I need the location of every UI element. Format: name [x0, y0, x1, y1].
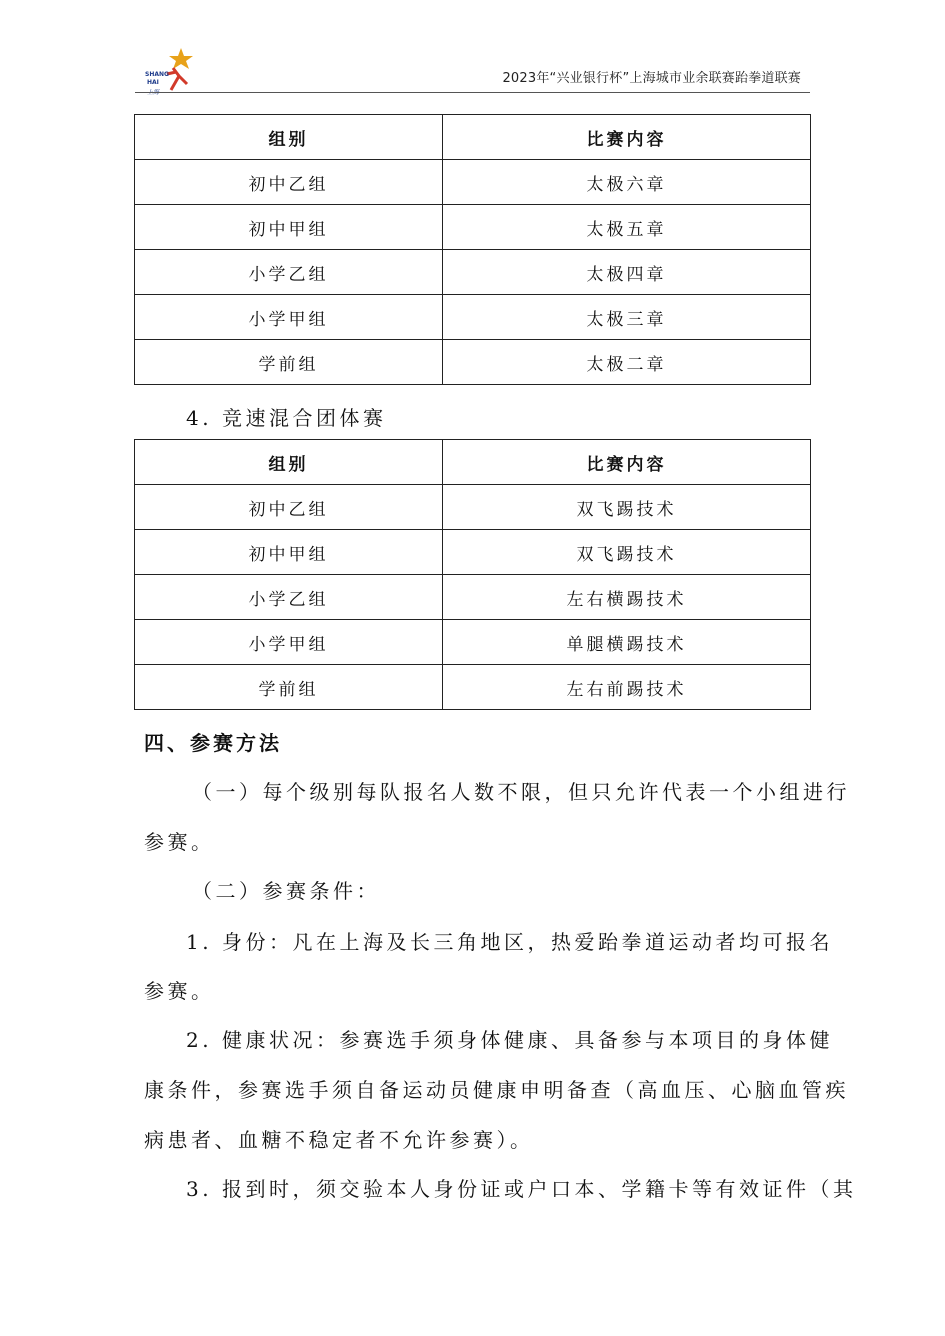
section-heading-method: 四、参赛方法 [144, 731, 282, 755]
poomsae-content-table [134, 114, 811, 385]
group-cell: 小学甲组 [135, 295, 443, 340]
table-row [135, 295, 811, 340]
column-header-group: 组别 [135, 440, 443, 485]
paragraph-line: 参赛。 [144, 830, 215, 854]
group-cell: 初中甲组 [135, 530, 443, 575]
group-cell: 初中乙组 [135, 485, 443, 530]
content-cell: 太极六章 [443, 160, 811, 205]
table-row [135, 205, 811, 250]
content-cell: 太极三章 [443, 295, 811, 340]
table-row [135, 530, 811, 575]
table-row [135, 485, 811, 530]
content-cell: 双飞踢技术 [443, 530, 811, 575]
content-cell: 单腿横踢技术 [443, 620, 811, 665]
runner-figure [167, 68, 187, 90]
table-header-row [135, 440, 811, 485]
column-header-group: 组别 [135, 115, 443, 160]
content-cell: 左右前踢技术 [443, 665, 811, 710]
table-row [135, 575, 811, 620]
table-row [135, 340, 811, 385]
column-header-content: 比赛内容 [443, 115, 811, 160]
group-cell: 初中乙组 [135, 160, 443, 205]
svg-text:HAI: HAI [147, 79, 159, 86]
paragraph-line: 康条件，参赛选手须自备运动员健康申明备查（高血压、心脑血管疾 [144, 1078, 849, 1102]
paragraph-line: （二）参赛条件： [192, 879, 380, 903]
group-cell: 小学乙组 [135, 250, 443, 295]
group-cell: 小学乙组 [135, 575, 443, 620]
paragraph-line: 参赛。 [144, 979, 215, 1003]
content-cell: 太极五章 [443, 205, 811, 250]
group-cell: 小学甲组 [135, 620, 443, 665]
paragraph-line: 1. 身份：凡在上海及长三角地区，热爱跆拳道运动者均可报名 [186, 930, 833, 954]
table-row [135, 665, 811, 710]
document-header-title: 2023年“兴业银行杯”上海城市业余联赛跆拳道联赛 [502, 71, 801, 86]
speed-team-content-table [134, 439, 811, 710]
league-logo [143, 46, 201, 102]
section-title-speed-team: 4. 竞速混合团体赛 [186, 406, 387, 430]
paragraph-line: （一）每个级别每队报名人数不限，但只允许代表一个小组进行 [192, 780, 850, 804]
column-header-content: 比赛内容 [443, 440, 811, 485]
table-row [135, 620, 811, 665]
svg-text:上海: 上海 [147, 89, 160, 96]
content-cell: 太极二章 [443, 340, 811, 385]
group-cell: 学前组 [135, 665, 443, 710]
paragraph-line: 3. 报到时，须交验本人身份证或户口本、学籍卡等有效证件（其 [186, 1177, 857, 1201]
group-cell: 初中甲组 [135, 205, 443, 250]
paragraph-line: 2. 健康状况：参赛选手须身体健康、具备参与本项目的身体健 [186, 1028, 833, 1052]
star-icon [169, 48, 193, 69]
header-divider [135, 92, 810, 93]
paragraph-line: 病患者、血糖不稳定者不允许参赛）。 [144, 1128, 534, 1152]
content-cell: 太极四章 [443, 250, 811, 295]
table-row [135, 250, 811, 295]
svg-text:SHANG: SHANG [145, 71, 169, 78]
content-cell: 双飞踢技术 [443, 485, 811, 530]
content-cell: 左右横踢技术 [443, 575, 811, 620]
table-row [135, 160, 811, 205]
group-cell: 学前组 [135, 340, 443, 385]
table-header-row [135, 115, 811, 160]
